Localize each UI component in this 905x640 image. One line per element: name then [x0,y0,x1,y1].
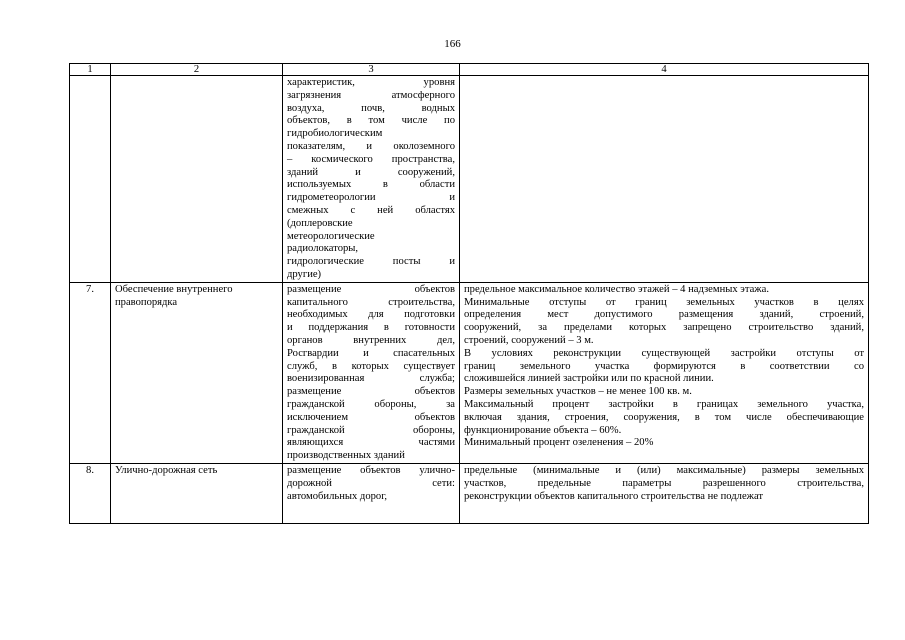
cell-text-line: автомобильных дорог, [287,490,388,502]
cell-text-line: воздуха, почв, водных [287,102,455,114]
cell-text-line: – космического пространства, [287,153,455,165]
header-cell-2: 2 [111,64,283,76]
cell-text-line: Росгвардии и спасательных [287,347,455,359]
cell-text-line: функционирование объекта – 60%. [464,424,622,436]
table-row [70,76,869,283]
cell-text-line: гражданской обороны, [287,424,455,436]
cell-text-line: исключением объектов [287,411,455,423]
cell-text-line: гражданской обороны, за [287,398,455,410]
cell-text-line: используемых в области [287,179,455,191]
zone-name: Обеспечение внутреннего правопорядка [111,282,283,463]
cell-text-line: сооружений, за пределами которых запрещено строительство зданий, [464,322,864,334]
cell-text-line: необходимых для подготовки [287,309,455,321]
regulations-table [69,63,869,524]
cell-text-line: метеорологические [287,230,375,242]
cell-text-line: смежных с ней областях [287,204,455,216]
cell-text-line: В условиях реконструкции существующей застройки отступы от [464,347,864,359]
permitted-use-text [283,282,460,463]
cell-text-line: строений, сооружений – 3 м. [464,334,594,346]
cell-text-line: другие) [287,268,322,280]
permitted-use-text [283,463,460,523]
cell-text-line: радиолокаторы, [287,243,359,255]
parameters-text [460,76,869,283]
row-number [70,76,111,283]
cell-text-line: реконструкции объектов капитального строительства не подлежат [464,490,764,502]
cell-text-line: Минимальный процент озеленения – 20% [464,437,654,449]
parameters-text [460,463,869,523]
page-number: 166 [444,38,461,50]
cell-text-line: Максимальный процент застройки в границах земельного участка, [464,398,864,410]
cell-text-line: служб, в которых существует [287,360,455,372]
cell-text-line: включая здания, строения, сооружения, в том числе обеспечивающие [464,411,864,423]
cell-text-line: размещение объектов [287,386,455,398]
cell-text-line: Размеры земельных участков – не менее 100 кв. м. [464,386,692,398]
cell-text-line: предельное максимальное количество этажей – 4 надземных этажа. [464,283,769,295]
cell-text-line: гидрометеорологии и [287,192,455,204]
row-number: 8. [70,463,111,523]
cell-text-line: Минимальные отступы от границ земельных участков в целях [464,296,864,308]
cell-text-line: характеристик, уровня [287,77,455,88]
table-row [70,463,869,523]
parameters-text [460,282,869,463]
cell-text-line: и поддержания в готовности [287,322,455,334]
cell-text-line: участков, предельные параметры разрешенного строительства, [464,477,864,489]
table-row [70,282,869,463]
cell-text-line: размещение объектов [287,283,455,295]
cell-text-line: показателям, и околоземного [287,140,455,152]
cell-text-line: военизированная служба; [287,373,455,385]
header-cell-1: 1 [70,64,111,76]
cell-text-line: сложившейся линией застройки или по красной линии. [464,373,714,385]
cell-text-line: производственных зданий [287,450,405,462]
cell-text-line: объектов, в том числе по [287,115,455,127]
cell-text-line: определения мест допустимого размещения зданий, строений, [464,309,864,321]
header-cell-3: 3 [283,64,460,76]
cell-text-line: гидробиологическим [287,128,383,140]
row-number: 7. [70,282,111,463]
cell-text-line: капитального строительства, [287,296,455,308]
zone-name [111,76,283,283]
cell-text-line: границ земельного участка формируются в соответствии со [464,360,864,372]
cell-text-line: дорожной сети: [287,477,455,489]
cell-text-line: предельные (минимальные и (или) максимальные) размеры земельных [464,464,864,476]
permitted-use-text [283,76,460,283]
cell-text-line: органов внутренних дел, [287,334,455,346]
cell-text-line: загрязнения атмосферного [287,89,455,101]
zone-name: Улично-дорожная сеть [111,463,283,523]
cell-text-line: гидрологические посты и [287,256,455,268]
cell-text-line: размещение объектов улично- [287,464,455,476]
cell-text-line: являющихся частями [287,437,455,449]
header-cell-4: 4 [460,64,869,76]
cell-text-line: (доплеровские [287,217,353,229]
cell-text-line: зданий и сооружений, [287,166,455,178]
table-header-row [70,64,869,76]
